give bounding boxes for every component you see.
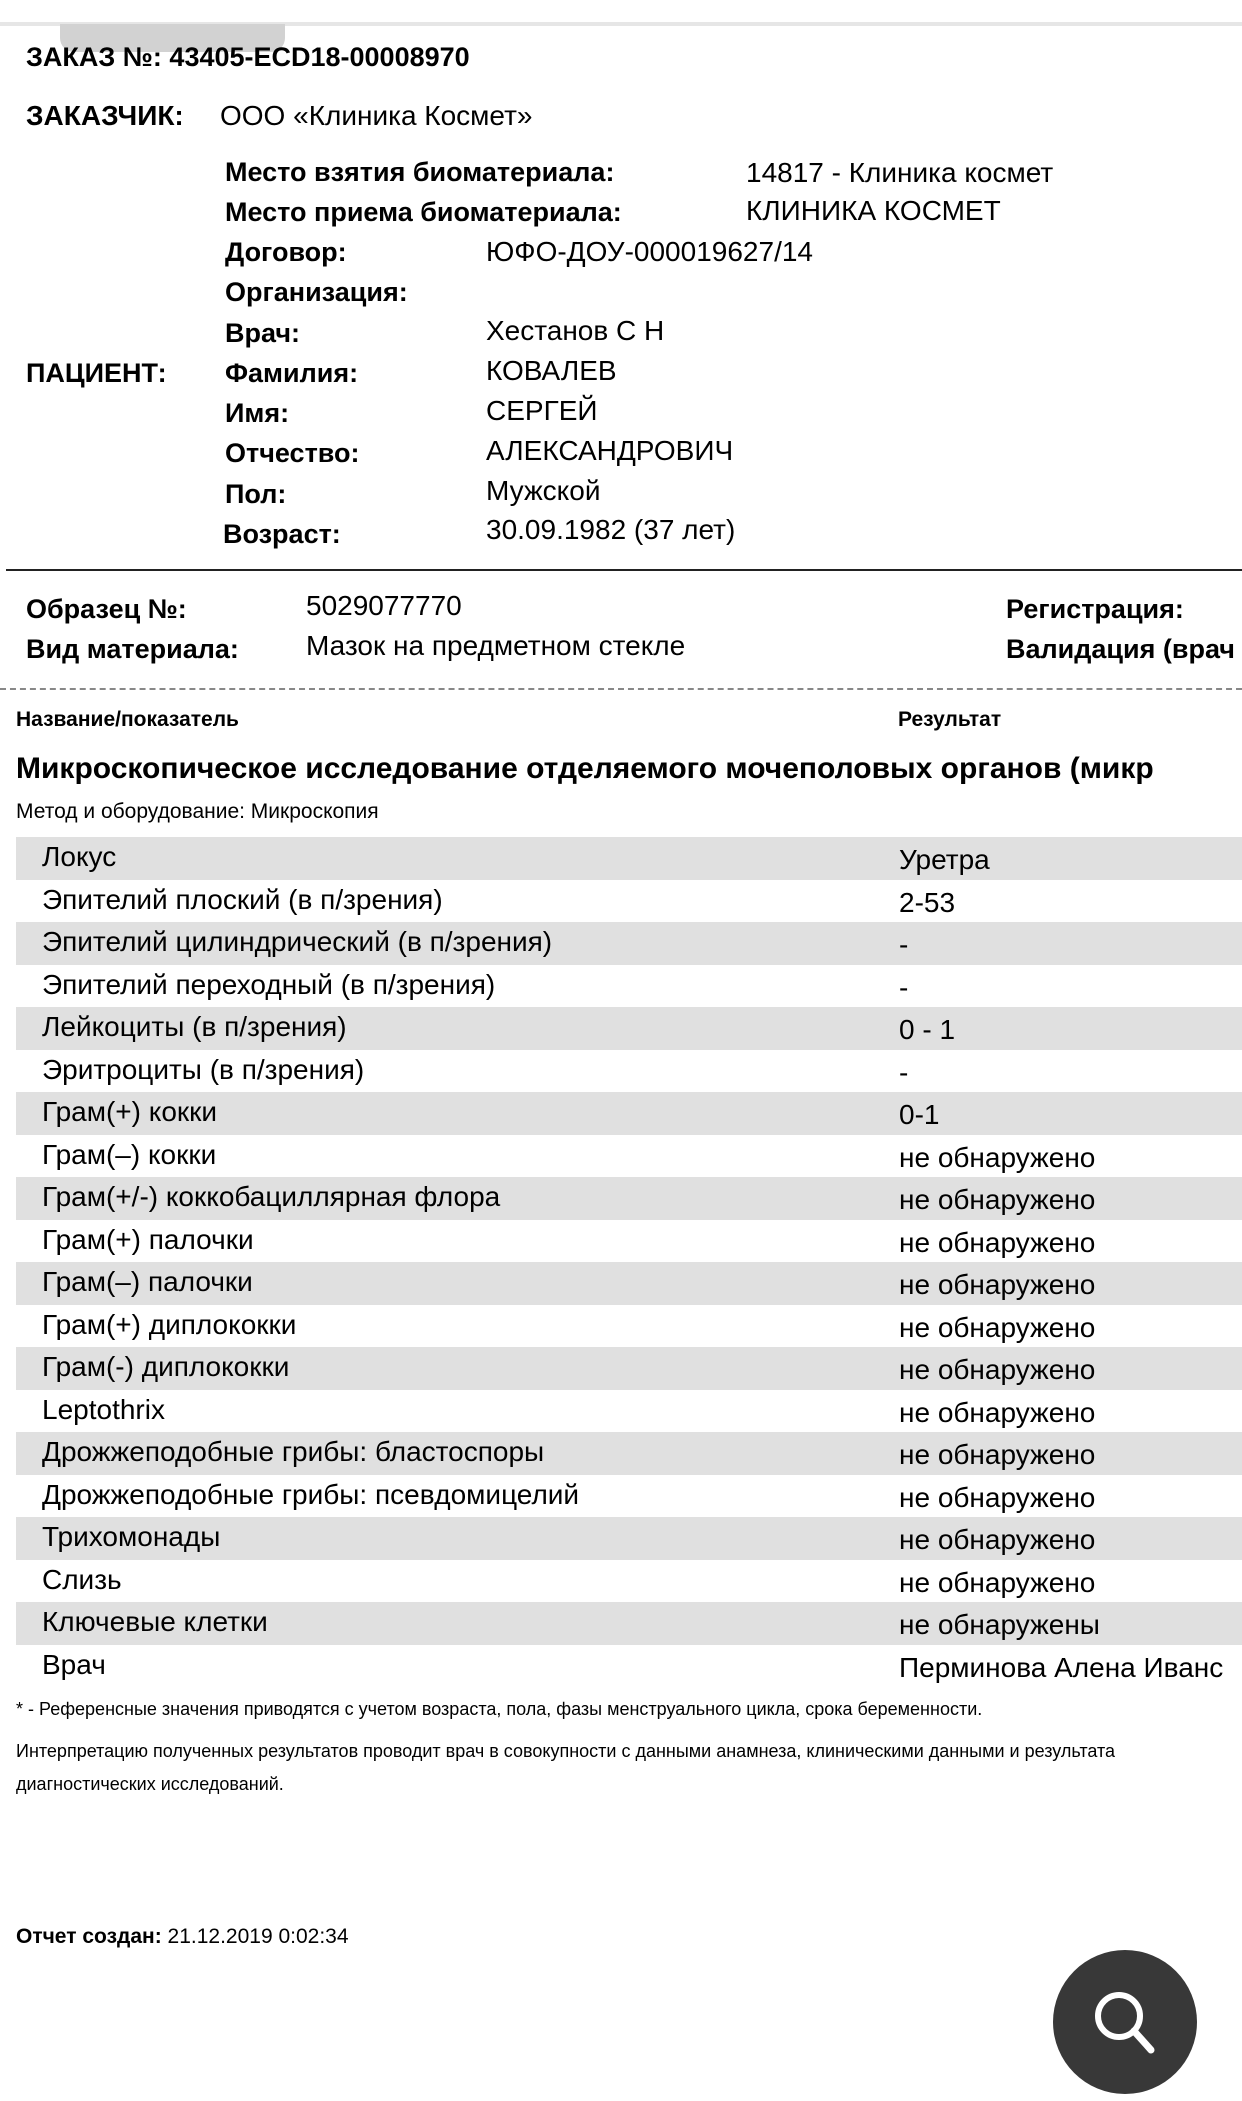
table-row [16, 1177, 1242, 1220]
interpretation-note-line1: Интерпретацию полученных результатов проводит врач в совокупности с данными анамнеза, клиническими данными и результата [16, 1741, 1116, 1761]
registration-label: Регистрация: [1006, 594, 1184, 624]
row-name: Лейкоциты (в п/зрения) [42, 1011, 347, 1042]
age-label: Возраст: [223, 519, 341, 549]
report-created-value: 21.12.2019 0:02:34 [167, 1925, 349, 1948]
results-table [16, 837, 1242, 1687]
row-result: не обнаружено [899, 1354, 1096, 1385]
row-result: - [899, 929, 909, 960]
surname-value: КОВАЛЕВ [486, 355, 617, 386]
table-row [16, 1135, 1242, 1178]
row-name: Локус [42, 841, 117, 872]
row-name: Эритроциты (в п/зрения) [42, 1053, 365, 1085]
patronymic-label: Отчество: [225, 438, 360, 468]
customer-value: ООО «Клиника Космет» [220, 100, 533, 131]
table-row [16, 1262, 1242, 1305]
collection-place-label: Место взятия биоматериала: [225, 157, 615, 187]
row-result: не обнаружено [899, 1141, 1096, 1173]
reference-note: * - Референсные значения приводятся с учетом возраста, пола, фазы менструального цикла, срока беременности. [16, 1699, 983, 1719]
row-name: Грам(+) диплококки [42, 1308, 297, 1340]
section-divider [6, 569, 1242, 571]
report-created [16, 1925, 349, 1949]
table-row [16, 922, 1242, 965]
contract-value: ЮФО-ДОУ-000019627/14 [486, 236, 813, 267]
contract-label: Договор: [225, 237, 347, 267]
order-label: ЗАКАЗ №: [26, 42, 162, 72]
row-name: Грам(+) палочки [42, 1223, 254, 1255]
table-row [16, 1602, 1242, 1645]
order-number [26, 42, 470, 73]
sample-number-value: 5029077770 [306, 590, 462, 621]
doctor-value: Хестанов С Н [486, 315, 665, 346]
table-row [16, 1092, 1242, 1135]
row-name: Дрожжеподобные грибы: бластоспоры [42, 1436, 545, 1467]
customer-label: ЗАКАЗЧИК: [26, 100, 184, 131]
table-row [16, 1007, 1242, 1050]
row-name: Грам(–) кокки [42, 1138, 217, 1170]
row-result: не обнаружено [899, 1226, 1096, 1258]
row-name: Грам(–) палочки [42, 1266, 253, 1297]
reception-place-label: Место приема биоматериала: [225, 197, 622, 227]
result-column-header: Результат [898, 708, 1002, 731]
material-value: Мазок на предметном стекле [306, 630, 686, 661]
material-label: Вид материала: [26, 634, 239, 664]
row-name: Дрожжеподобные грибы: псевдомицелий [42, 1478, 580, 1510]
validation-label: Валидация (врач [1006, 634, 1235, 664]
collection-place-value: 14817 - Клиника космет [746, 157, 1054, 188]
table-row [16, 1390, 1242, 1433]
table-row [16, 1645, 1242, 1688]
age-value: 30.09.1982 (37 лет) [486, 514, 736, 545]
row-name: Врач [42, 1648, 106, 1680]
first-name-value: СЕРГЕЙ [486, 395, 598, 426]
row-result: Перминова Алена Иванс [899, 1651, 1224, 1683]
row-result: - [899, 1056, 909, 1088]
order-value: 43405-ECD18-00008970 [169, 42, 470, 72]
row-name: Leptothrix [42, 1393, 165, 1425]
row-name: Эпителий плоский (в п/зрения) [42, 883, 443, 915]
sex-value: Мужской [486, 475, 601, 506]
row-result: не обнаружены [899, 1609, 1100, 1640]
row-name: Грам(+) кокки [42, 1096, 218, 1127]
method-text: Метод и оборудование: Микроскопия [16, 800, 379, 823]
patronymic-value: АЛЕКСАНДРОВИЧ [486, 435, 734, 466]
row-name: Слизь [42, 1563, 122, 1595]
row-result: Уретра [899, 844, 990, 875]
row-result: не обнаружено [899, 1481, 1096, 1513]
sample-number-label: Образец №: [26, 594, 187, 624]
row-name: Эпителий переходный (в п/зрения) [42, 968, 496, 1000]
search-button[interactable] [1053, 1950, 1197, 2094]
dashed-divider [0, 688, 1242, 690]
table-row [16, 1220, 1242, 1263]
row-name: Эпителий цилиндрический (в п/зрения) [42, 926, 553, 957]
row-name: Трихомонады [42, 1521, 221, 1552]
study-title: Микроскопическое исследование отделяемого мочеполовых органов (микр [16, 752, 1154, 785]
interpretation-note-line2: диагностических исследований. [16, 1774, 284, 1794]
table-row [16, 1517, 1242, 1560]
table-row [16, 1475, 1242, 1518]
row-result: 0 - 1 [899, 1014, 956, 1045]
row-result: 0-1 [899, 1099, 940, 1130]
organization-label: Организация: [225, 277, 408, 307]
row-result: не обнаружено [899, 1524, 1096, 1555]
table-row [16, 1050, 1242, 1093]
row-name: Грам(-) диплококки [42, 1351, 290, 1382]
row-result: не обнаружено [899, 1269, 1096, 1300]
report-created-label: Отчет создан: [16, 1925, 162, 1948]
table-row [16, 1305, 1242, 1348]
row-result: не обнаружено [899, 1184, 1096, 1215]
table-row [16, 1347, 1242, 1390]
row-result: не обнаружено [899, 1311, 1096, 1343]
row-result: не обнаружено [899, 1396, 1096, 1428]
row-name: Ключевые клетки [42, 1606, 268, 1637]
name-column-header: Название/показатель [16, 708, 239, 731]
patient-section-label: ПАЦИЕНТ: [26, 358, 167, 388]
table-row [16, 1432, 1242, 1475]
reception-place-value: КЛИНИКА КОСМЕТ [746, 195, 1001, 226]
row-result: не обнаружено [899, 1566, 1096, 1598]
row-result: 2-53 [899, 886, 956, 918]
surname-label: Фамилия: [225, 358, 359, 388]
table-row [16, 837, 1242, 880]
doctor-label: Врач: [225, 318, 301, 348]
row-result: - [899, 971, 909, 1003]
table-row [16, 880, 1242, 923]
search-icon [1089, 1986, 1161, 2058]
sex-label: Пол: [225, 479, 287, 509]
table-row [16, 1560, 1242, 1603]
row-name: Грам(+/-) коккобациллярная флора [42, 1181, 501, 1212]
first-name-label: Имя: [225, 398, 290, 428]
row-result: не обнаружено [899, 1439, 1096, 1470]
table-row [16, 965, 1242, 1008]
